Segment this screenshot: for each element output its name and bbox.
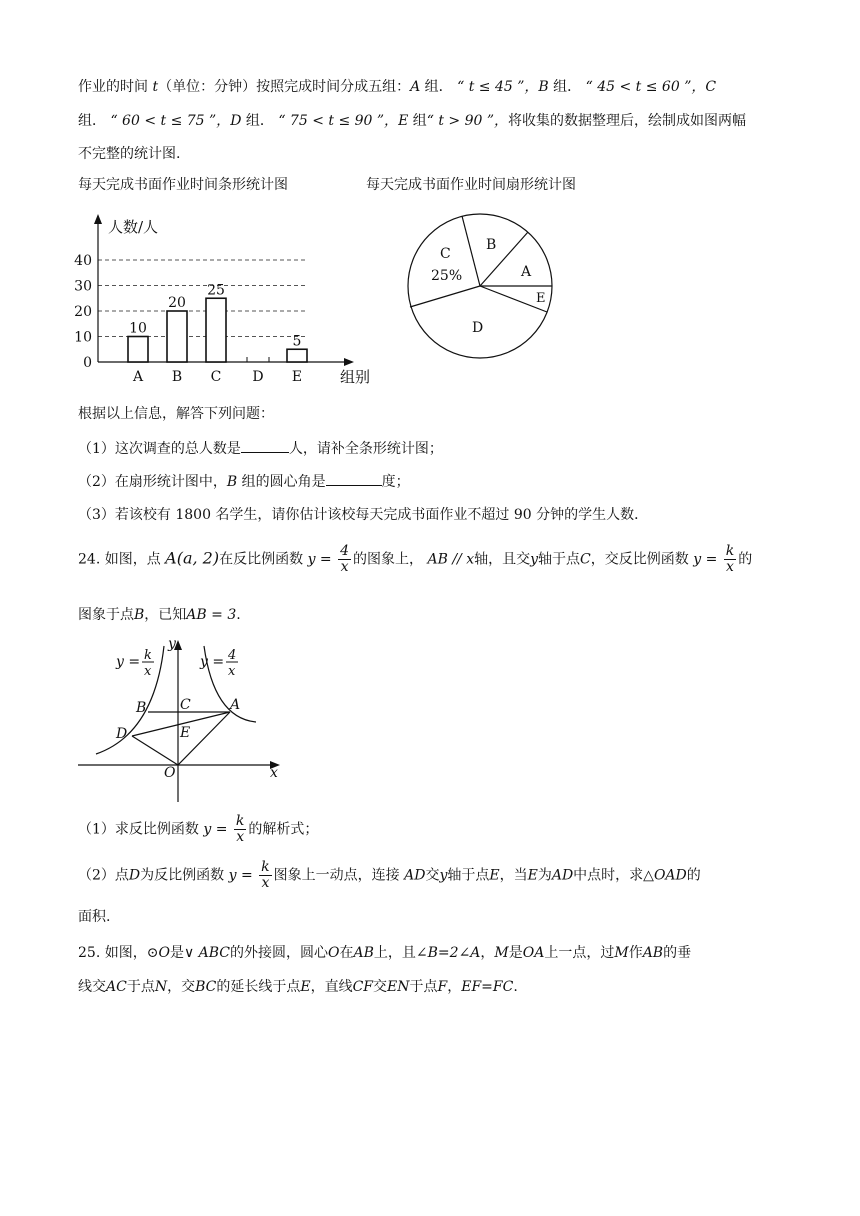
y-eq: y = [307, 551, 332, 568]
y-eq: y = [203, 821, 228, 838]
bar-B [167, 311, 187, 362]
question-24-1 [78, 814, 783, 845]
fraction-k-over-x [259, 860, 271, 891]
text: 线交 [78, 979, 106, 995]
ab-equals: AB = 3 [186, 607, 237, 623]
group-e: E [398, 113, 409, 129]
y-axis-label: 人数/人 [108, 218, 159, 236]
segment-ad: AD [404, 867, 426, 884]
text: ，交 [167, 979, 196, 995]
question-24-2 [78, 860, 783, 891]
segment-do [132, 736, 178, 765]
bar-C [206, 298, 226, 362]
segment-ad: AD [551, 867, 574, 884]
x-tick-C: C [210, 369, 222, 385]
denominator: x [261, 875, 270, 891]
text: 度； [381, 474, 410, 490]
x-tick-D: D [252, 369, 264, 385]
fraction-k-over-x [724, 544, 736, 575]
question-3: （3）若该校有 1800 名学生，请你估计该校每天完成书面作业不超过 90 分钟的学生人数． [78, 507, 649, 523]
text: 为反比例函数 [140, 867, 225, 884]
text: ， [447, 979, 462, 995]
bar-value-label-E: 5 [292, 333, 302, 350]
circle-o: ⊙O [146, 945, 170, 961]
fig-point-b: B [136, 700, 147, 716]
text: 图象于点 [78, 607, 134, 623]
text: ， [480, 945, 495, 961]
segment-oa: OA [522, 945, 545, 961]
y-tick-20: 20 [74, 304, 92, 320]
problem-25-line-2 [78, 976, 783, 996]
text: 组． [241, 113, 274, 129]
fig-label-x: x [144, 664, 152, 679]
figure-24 [74, 636, 294, 806]
text: 的延长线于点 [216, 979, 301, 995]
cond-c: “ 60 < t ≤ 75 ”， [110, 113, 231, 129]
text: 的 [686, 867, 701, 884]
text: 是 [169, 945, 184, 961]
fig-point-d: D [116, 726, 128, 742]
y-tick-0: 0 [83, 355, 92, 371]
segment-bc: BC [195, 979, 217, 995]
text: 组的圆心角是 [237, 474, 326, 490]
text: 为 [537, 867, 552, 884]
line-cf: CF [352, 979, 374, 995]
text: （1）求反比例函数 [78, 821, 199, 838]
x-tick-E: E [291, 369, 303, 385]
pie-divider-cb [462, 216, 480, 286]
fig-label-k: k [144, 648, 152, 663]
text: （2）在扇形统计图中， [78, 474, 227, 490]
group-c: C [705, 79, 717, 95]
pie-chart [400, 206, 560, 366]
point-a: A(a, 2) [165, 548, 220, 568]
point-e: E [489, 867, 500, 884]
segment-ab: AB [353, 945, 374, 961]
fig-label-y-eq-2: y = [200, 654, 225, 670]
fig-label-y-eq: y = [116, 654, 141, 670]
question-1 [78, 438, 783, 458]
point-n: N [154, 979, 168, 995]
fig-axis-x-label: x [270, 765, 278, 781]
text: 的垂 [663, 945, 692, 961]
text: 的 [738, 551, 753, 568]
text: 组． [420, 79, 453, 95]
y-axis-arrow [94, 214, 102, 224]
y-eq: y = [228, 867, 253, 884]
pie-label-c: C [440, 246, 451, 262]
pie-chart-title: 每天完成书面作业时间扇形统计图 [366, 177, 576, 193]
intro-line-1 [78, 76, 783, 96]
bar-value-label-C: 25 [207, 282, 225, 299]
fig-point-o: O [164, 765, 176, 781]
text: ，直线 [310, 979, 353, 995]
center-o: O [328, 945, 340, 961]
numerator: k [235, 813, 245, 829]
text: 交 [425, 867, 440, 884]
bar-chart [74, 208, 380, 388]
var-y: y [439, 867, 448, 884]
fig-point-c: C [180, 697, 191, 713]
point-f: F [437, 979, 448, 995]
answer-blank [326, 485, 382, 486]
text: 作业的时间 [78, 79, 153, 95]
y-tick-10: 10 [74, 329, 92, 346]
text: 于点 [126, 979, 155, 995]
answer-blank [241, 452, 289, 453]
bar-value-label-B: 20 [168, 295, 186, 311]
cond-e: “ t > 90 ”， [426, 113, 509, 129]
bar-chart-title: 每天完成书面作业时间条形统计图 [78, 177, 288, 193]
point-m: M [494, 945, 509, 961]
point-m: M [614, 945, 629, 961]
text: . [236, 607, 241, 623]
angle-relation: ∠B=2∠A [415, 945, 481, 961]
segment-ab: AB [642, 945, 664, 961]
equality-ef-fc: EF=FC [461, 979, 514, 995]
text: （1）这次调查的总人数是 [78, 441, 241, 457]
pie-label-b: B [486, 237, 497, 253]
point-e: E [300, 979, 311, 995]
cond-b: “ 45 < t ≤ 60 ”， [585, 79, 706, 95]
numerator: k [725, 543, 735, 559]
x-axis-label: 组别 [340, 368, 371, 386]
bar-marks [128, 282, 307, 362]
x-tick-B: B [171, 369, 183, 385]
group-b: B [226, 474, 238, 490]
text: 人，请补全条形统计图； [288, 441, 443, 457]
text: 是 [508, 945, 523, 961]
denominator: x [340, 559, 349, 575]
text: 图象上一动点，连接 [273, 867, 400, 884]
point-c: C [580, 551, 591, 568]
y-tick-40: 40 [74, 253, 92, 269]
text: . [513, 979, 518, 995]
problem-25-line-1 [78, 942, 783, 962]
point-e: E [527, 867, 538, 884]
text: 的解析式； [248, 821, 319, 838]
intro-line-2 [78, 110, 783, 130]
cond-d: “ 75 < t ≤ 90 ”， [278, 113, 399, 129]
text: 中点时，求 [573, 867, 644, 884]
fig-axis-y-label: y [168, 636, 176, 652]
text: 作 [628, 945, 643, 961]
text: 轴于点 [447, 867, 490, 884]
text: 交 [373, 979, 388, 995]
text: 组． [78, 113, 106, 129]
text: ，已知 [144, 607, 187, 623]
var-y: y [530, 551, 539, 568]
segment-en: EN [387, 979, 410, 995]
fig-point-e: E [180, 725, 191, 741]
text: 上一点，过 [544, 945, 615, 961]
text: 的外接圆，圆心 [230, 945, 329, 961]
text: 组 [408, 113, 427, 129]
text: 在反比例函数 [219, 551, 304, 568]
fraction-k-over-x [234, 814, 246, 845]
ab-parallel: AB // x [427, 551, 475, 568]
text: 轴，且交 [474, 551, 531, 568]
bar-ticks [74, 253, 302, 385]
bar-E [287, 349, 307, 362]
text: ，当 [499, 867, 528, 884]
text: （2）点 [78, 867, 129, 884]
denominator: x [236, 829, 245, 845]
group-a: A [410, 79, 421, 95]
fig-label-4: 4 [228, 648, 237, 663]
triangle-abc: ∨ ABC [183, 945, 231, 961]
pie-percent-c: 25% [431, 268, 463, 284]
text: 的图象上， [353, 551, 424, 568]
text: 在 [339, 945, 354, 961]
text: 轴于点 [538, 551, 581, 568]
text: 25. 如图， [78, 945, 147, 961]
numerator: k [261, 859, 270, 875]
x-axis-arrow [344, 358, 354, 366]
text: 上，且 [373, 945, 416, 961]
group-d: D [230, 113, 242, 129]
fig-point-a: A [230, 697, 241, 713]
question-2 [78, 471, 783, 491]
y-tick-30: 30 [74, 278, 92, 295]
point-b: B [134, 607, 145, 623]
var-t: t [152, 79, 159, 95]
pie-label-d: D [472, 320, 484, 336]
text: 24. 如图，点 [78, 551, 161, 568]
text: ，交反比例函数 [590, 551, 689, 568]
problem-24-line-1 [78, 544, 783, 575]
pie-divider-dc [410, 286, 480, 307]
question-24-2-line-2: 面积. [78, 909, 111, 925]
text: 将收集的数据整理后，绘制成如图两幅 [508, 113, 747, 129]
bar-A [128, 337, 148, 363]
cond-a: “ t ≤ 45 ”， [457, 79, 539, 95]
text: 组． [548, 79, 582, 95]
text: （单位：分钟）按照完成时间分成五组： [158, 79, 411, 95]
segment-ac: AC [106, 979, 127, 995]
bar-value-label-A: 10 [129, 320, 147, 337]
numerator: 4 [340, 543, 350, 559]
pie-label-e: E [536, 291, 546, 306]
fraction-4-over-x [338, 544, 351, 575]
denominator: x [726, 559, 734, 575]
pie-label-a: A [521, 264, 532, 280]
problem-24-line-2 [78, 604, 783, 624]
text: 于点 [409, 979, 438, 995]
x-tick-A: A [132, 369, 144, 385]
after-charts-text: 根据以上信息，解答下列问题： [78, 406, 274, 422]
triangle-oad: △OAD [643, 867, 687, 884]
fig-label-x-2: x [228, 664, 236, 679]
group-b: B [538, 79, 549, 95]
point-d: D [128, 867, 141, 884]
intro-line-3: 不完整的统计图. [78, 146, 181, 162]
y-eq: y = [693, 551, 718, 568]
